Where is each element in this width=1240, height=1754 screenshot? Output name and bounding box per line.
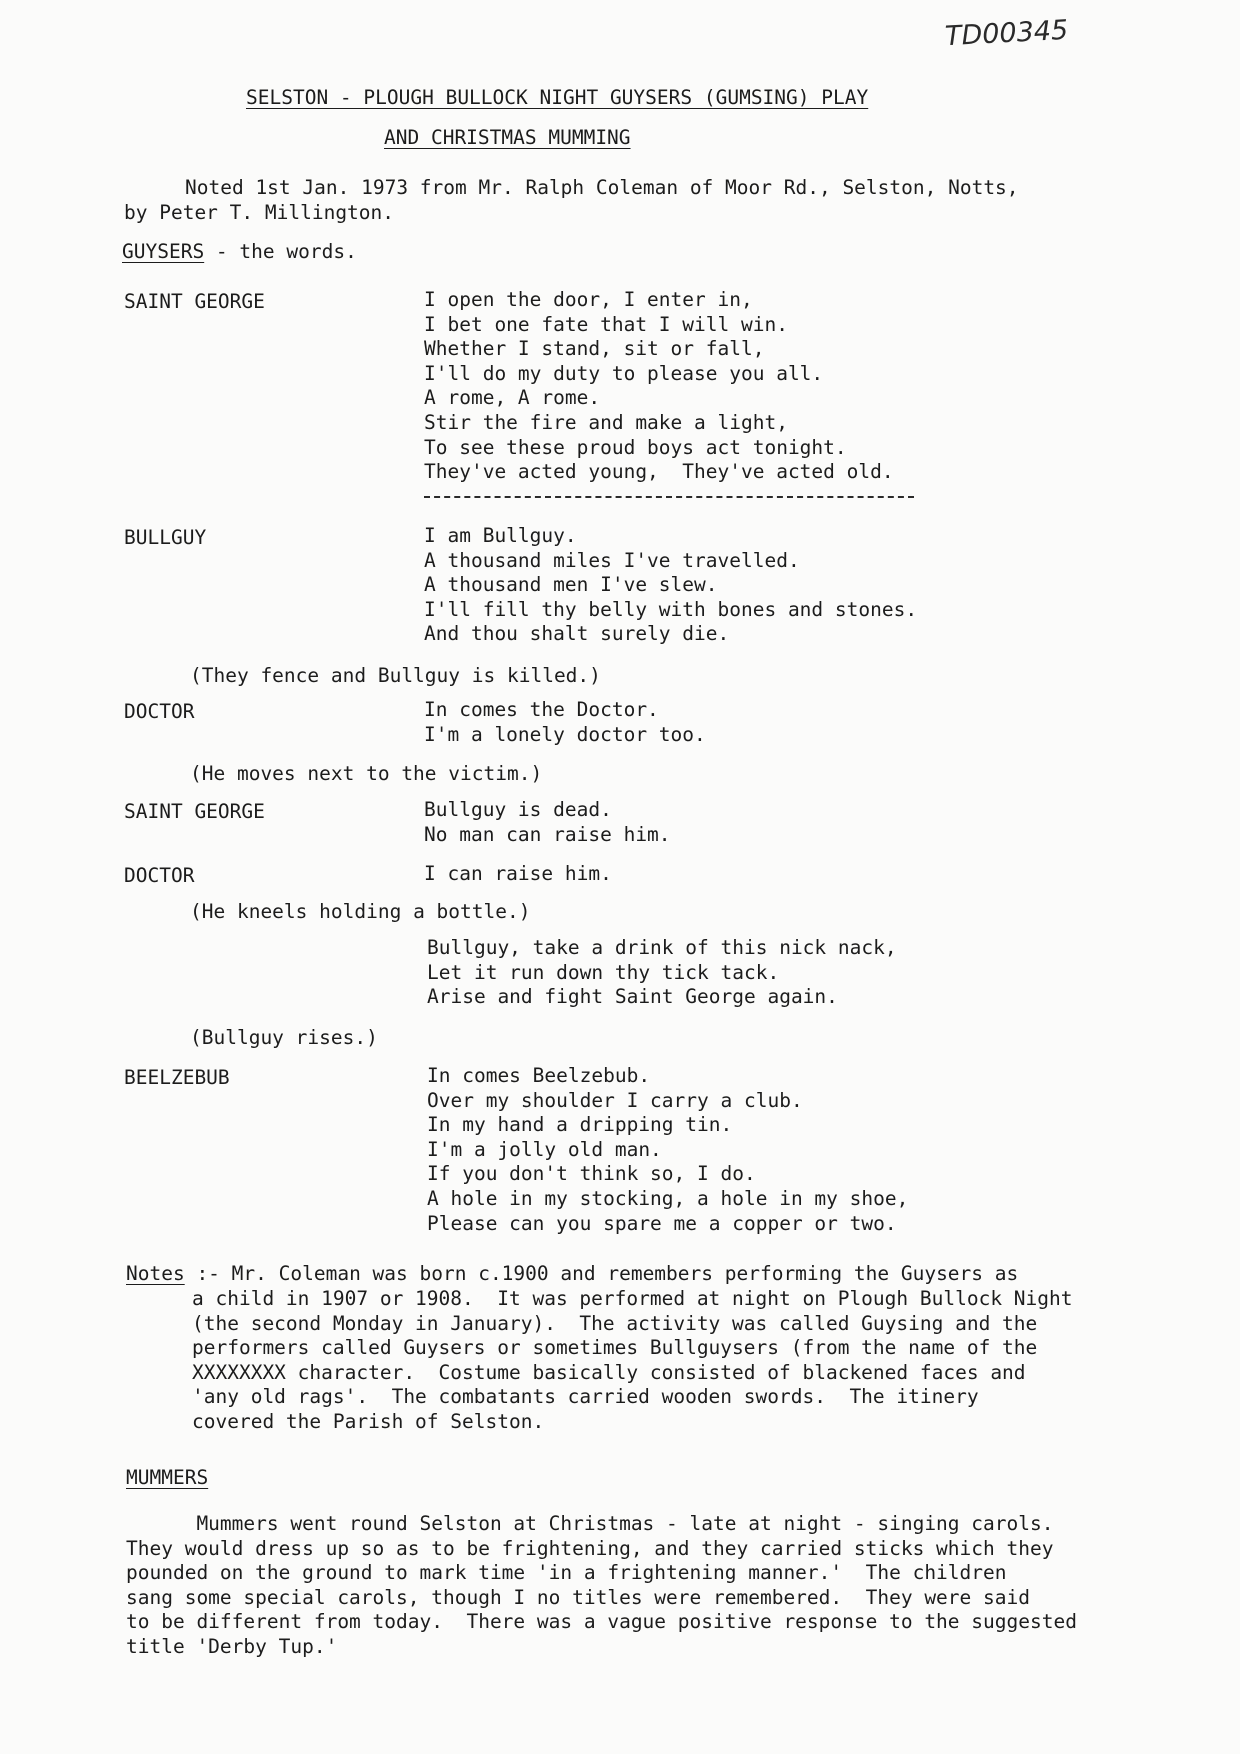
- verse-saint-george-2: [424, 798, 671, 847]
- verse-line: I am Bullguy.: [424, 524, 577, 547]
- verse-line: I'll fill thy belly with bones and stones.: [424, 597, 918, 621]
- verse-line: No man can raise him.: [424, 822, 671, 846]
- reference-number: TD00345: [944, 14, 1069, 53]
- verse-line: Over my shoulder I carry a club.: [427, 1088, 803, 1112]
- verse-doctor-3: [427, 936, 897, 1010]
- verse-doctor-2: [424, 862, 612, 887]
- verse-line: In comes the Doctor.: [424, 698, 659, 721]
- guysers-heading: GUYSERS: [122, 240, 205, 263]
- guysers-heading-suffix: - the words.: [204, 240, 357, 263]
- speaker-beelzebub: BEELZEBUB: [124, 1066, 230, 1089]
- verse-line: Bullguy, take a drink of this nick nack,: [427, 936, 897, 959]
- notes-line: performers called Guysers or sometimes Bullguysers (from the name of the: [192, 1336, 1038, 1360]
- mummers-heading: MUMMERS: [126, 1466, 209, 1489]
- verse-doctor-1: [424, 698, 706, 747]
- verse-bullguy: [424, 524, 917, 647]
- verse-saint-george: [424, 288, 894, 485]
- intro-line-2: by Peter T. Millington.: [124, 201, 395, 224]
- verse-line: I'll do my duty to please you all.: [424, 361, 824, 385]
- verse-line: A rome, A rome.: [424, 386, 601, 410]
- notes-line: (the second Monday in January). The activity was called Guysing and the: [192, 1311, 1038, 1335]
- speaker-bullguy: BULLGUY: [124, 526, 207, 549]
- notes-line: a child in 1907 or 1908. It was performed at night on Plough Bullock Night: [192, 1287, 1073, 1310]
- notes-first-text: :- Mr. Coleman was born c.1900 and remembers performing the Guysers as: [184, 1262, 1019, 1285]
- stage-direction-moves: (He moves next to the victim.): [190, 762, 543, 785]
- verse-line: Whether I stand, sit or fall,: [424, 337, 765, 361]
- verse-line: Please can you spare me a copper or two.: [427, 1211, 897, 1235]
- speaker-saint-george: SAINT GEORGE: [124, 290, 265, 313]
- stage-direction-fence: (They fence and Bullguy is killed.): [190, 664, 601, 687]
- verse-line: A hole in my stocking, a hole in my shoe,: [427, 1186, 909, 1210]
- mummers-line: sang some special carols, though I no titles were remembered. They were said: [126, 1585, 1030, 1609]
- stage-direction-kneels-prefix: (He kneels holding: [190, 900, 414, 923]
- notes-line: 'any old rags'. The combatants carried wooden swords. The itinery: [192, 1385, 979, 1409]
- notes-label: Notes: [126, 1262, 185, 1285]
- verse-line: To see these proud boys act tonight.: [424, 435, 847, 459]
- mummers-line: pounded on the ground to mark time 'in a frightening manner.' The children: [126, 1561, 1007, 1585]
- verse-line: A thousand men I've slew.: [424, 573, 718, 597]
- verse-line: I can raise him.: [424, 862, 612, 885]
- stage-direction-rises: (Bullguy rises.): [190, 1026, 378, 1049]
- title-line-1: SELSTON - PLOUGH BULLOCK NIGHT GUYSERS (GUMSING) PLAY: [246, 86, 869, 109]
- title-line-2: AND CHRISTMAS MUMMING: [384, 126, 631, 149]
- speaker-saint-george-2: SAINT GEORGE: [124, 800, 265, 823]
- verse-line: Bullguy is dead.: [424, 798, 612, 821]
- verse-line: I bet one fate that I will win.: [424, 312, 788, 336]
- guysers-heading-row: [122, 240, 357, 265]
- speaker-doctor-2: DOCTOR: [124, 864, 195, 887]
- verse-beelzebub: [427, 1064, 908, 1236]
- speaker-doctor: DOCTOR: [124, 700, 195, 723]
- verse-line: In comes Beelzebub.: [427, 1064, 651, 1087]
- verse-line: A thousand miles I've travelled.: [424, 548, 800, 572]
- verse-line: Let it run down thy tick tack.: [427, 960, 780, 984]
- verse-line: I'm a lonely doctor too.: [424, 722, 706, 746]
- verse-line: They've acted young, They've acted old.: [424, 460, 894, 484]
- mummers-line: They would dress up so as to be frightening, and they carried sticks which they: [126, 1536, 1054, 1560]
- mummers-line: to be different from today. There was a vague positive response to the suggested: [126, 1610, 1077, 1634]
- mummers-line: Mummers went round Selston at Christmas - late at night - singing carols.: [126, 1512, 1054, 1535]
- notes-first-line: [126, 1262, 1018, 1287]
- verse-line: I'm a jolly old man.: [427, 1137, 662, 1161]
- mummers-line: title 'Derby Tup.': [126, 1634, 338, 1658]
- notes-body: [192, 1287, 1073, 1435]
- dashed-divider: [424, 496, 914, 498]
- verse-line: If you don't think so, I do.: [427, 1162, 756, 1186]
- verse-line: In my hand a dripping tin.: [427, 1113, 733, 1137]
- verse-line: Stir the fire and make a light,: [424, 410, 788, 434]
- mummers-body: [126, 1512, 1077, 1660]
- verse-line: Arise and fight Saint George again.: [427, 985, 838, 1009]
- stage-direction-kneels: [190, 900, 530, 923]
- stage-direction-kneels-suffix: a bottle.): [413, 900, 531, 923]
- notes-line: covered the Parish of Selston.: [192, 1409, 545, 1433]
- verse-line: I open the door, I enter in,: [424, 288, 753, 311]
- intro-line-1: Noted 1st Jan. 1973 from Mr. Ralph Coleman of Moor Rd., Selston, Notts,: [185, 176, 1019, 199]
- notes-line: XXXXXXXX character. Costume basically consisted of blackened faces and: [192, 1360, 1026, 1384]
- verse-line: And thou shalt surely die.: [424, 622, 730, 646]
